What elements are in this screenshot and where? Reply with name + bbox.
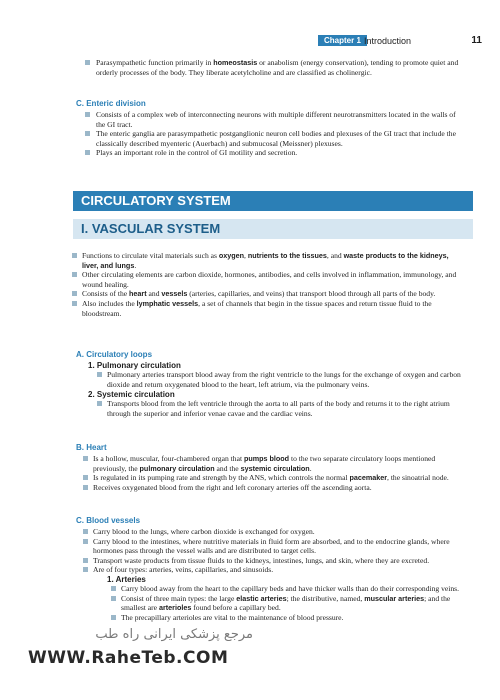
- highlight: pumps blood: [243, 454, 290, 463]
- bullet-item: [121, 584, 466, 594]
- circulatory-loops: [0, 350, 500, 418]
- text: Is a hollow, muscular, four-chambered organ that: [93, 454, 244, 463]
- page-header: [318, 35, 482, 49]
- highlight: nutrients to the tissues: [247, 251, 327, 260]
- text: Carry blood to the intestines, where nutritive materials in fluid form are absorbed, and to the endocrine glands, where hormones pass through the vessel walls and are distributed to target cells.: [93, 536, 450, 556]
- text: Carry blood to the lungs, where carbon dioxide is exchanged for oxygen.: [93, 527, 315, 536]
- bullet-square: [83, 539, 88, 544]
- text: Consists of a complex web of interconnecting neurons with multiple different neurotransmitters located in the walls of the GI tract.: [96, 110, 456, 129]
- bullet-item: [96, 148, 466, 158]
- subsection-banner: [73, 219, 473, 239]
- text: ; and the smallest are: [121, 593, 451, 613]
- bullet-item: [82, 270, 466, 289]
- parasympathetic-block: [0, 58, 500, 77]
- bullet-item: [96, 129, 466, 148]
- numbered-heading: 1. Arteries: [107, 574, 146, 584]
- bullet-square: [72, 291, 77, 296]
- bullet-item: [93, 565, 466, 575]
- bullet-item: [96, 58, 466, 77]
- text: Other circulating elements are carbon dioxide, hormones, antibodies, and cells involved in inflammation, immunology, and wound healing.: [82, 270, 457, 289]
- text: to the two separate circulatory loops mentioned previously, the: [93, 454, 436, 473]
- bullet-item: [121, 594, 466, 613]
- highlight: lymphatic vessels: [136, 298, 199, 308]
- bullet-item: [82, 251, 466, 270]
- bullet-square: [111, 615, 116, 620]
- bullet-item: [93, 537, 466, 556]
- text: .: [309, 463, 312, 473]
- vascular-bullets: [0, 251, 500, 318]
- text: Consists of the: [82, 289, 130, 299]
- text: Plays an important role in the control of GI motility and secretion.: [96, 148, 298, 158]
- bullet-square: [85, 150, 90, 155]
- text: Carry blood away from the heart to the capillary beds and have thicker walls than do their corresponding veins.: [121, 583, 460, 593]
- text: Consist of three main types: the large: [121, 593, 237, 603]
- text: Transports blood from the left ventricle through the aorta to all parts of the body and returns it to the right atrium through the superior and inferior venae cavae and the cardiac veins.: [107, 399, 450, 418]
- watermark-persian: مرجع پزشکی ایرانی راه طب: [95, 627, 253, 642]
- bullet-item: [96, 110, 466, 129]
- text: The precapillary arterioles are vital to the maintenance of blood pressure.: [121, 612, 344, 622]
- text: Functions to circulate vital materials such as: [82, 251, 219, 260]
- text: (arteries, capillaries, and veins) that transport blood through all parts of the body.: [187, 289, 436, 299]
- bullet-item: [93, 473, 466, 483]
- bullet-item: [93, 527, 466, 537]
- bullet-square: [85, 131, 90, 136]
- page-number: 11: [471, 35, 482, 46]
- numbered-heading: 2. Systemic circulation: [88, 390, 175, 400]
- text: Pulmonary arteries transport blood away from the right ventricle to the lungs for the exchange of oxygen and carbon dioxide and return oxygenated blood to the heart, left atrium, via the pulmonary veins.: [107, 370, 461, 389]
- bullet-item: [82, 299, 466, 318]
- text: found before a capillary bed.: [191, 603, 281, 613]
- text: Also includes the: [82, 298, 137, 308]
- section-banner: [73, 191, 473, 211]
- bullet-item: [82, 289, 466, 299]
- highlight: systemic circulation: [240, 463, 310, 473]
- bullet-square: [72, 253, 77, 258]
- bullet-item: [107, 370, 467, 389]
- bullet-square: [72, 272, 77, 277]
- subheading: C. Enteric division: [76, 99, 146, 108]
- highlight: muscular arteries: [364, 593, 425, 603]
- highlight: waste products to the kidneys, liver, and lungs: [82, 251, 449, 270]
- subheading: B. Heart: [76, 443, 107, 452]
- bullet-item: [107, 399, 467, 418]
- highlight: pulmonary circulation: [139, 463, 215, 473]
- bullet-square: [111, 586, 116, 591]
- text: and the: [214, 463, 241, 473]
- highlight: pacemaker: [349, 473, 388, 483]
- subheading: A. Circulatory loops: [76, 350, 153, 359]
- text: or anabolism (energy conservation), tending to promote quiet and orderly processes of the body. They liberate acetylcholine and are classified as cholinergic.: [96, 58, 459, 77]
- text: Parasympathetic function primarily in: [96, 58, 214, 67]
- bullet-item: [93, 556, 466, 566]
- bullet-square: [85, 112, 90, 117]
- watermark-site: WWW.RaheTeb.COM: [28, 648, 229, 668]
- heart-section: [0, 443, 500, 492]
- text: Transport waste products from tissue fluids to the kidneys, intestines, lungs, and skin, where they are excreted.: [93, 555, 430, 565]
- header-title: Introduction: [364, 36, 412, 46]
- subheading: C. Blood vessels: [76, 516, 141, 525]
- bullet-square: [72, 301, 77, 306]
- text: .: [134, 260, 137, 270]
- numbered-heading: 1. Pulmonary circulation: [88, 361, 181, 370]
- bullet-item: [93, 483, 466, 493]
- highlight: arterioles: [158, 603, 192, 613]
- blood-vessels-section: [0, 516, 500, 622]
- highlight: homeostasis: [213, 58, 258, 67]
- highlight: elastic arteries: [236, 593, 287, 603]
- bullet-item: [121, 613, 466, 623]
- text: ,: [244, 251, 248, 260]
- highlight: heart: [129, 289, 147, 299]
- bullet-square: [83, 475, 88, 480]
- bullet-square: [85, 60, 90, 65]
- bullet-square: [83, 567, 88, 572]
- chapter-tab: Chapter 1: [318, 35, 367, 46]
- text: , and: [326, 251, 344, 260]
- text: Is regulated in its pumping rate and strength by the ANS, which controls the normal: [93, 473, 350, 483]
- bullet-square: [83, 485, 88, 490]
- text: The enteric ganglia are parasympathetic postganglionic neuron cell bodies and plexuses of the GI tract that include the classically described myenteric (Auerbach) and submucosal (Meissner) plexuses.: [96, 129, 456, 148]
- text: Receives oxygenated blood from the right and left coronary arteries off the ascending aorta.: [93, 482, 372, 492]
- subsection-title: I. VASCULAR SYSTEM: [81, 221, 221, 236]
- section-title: CIRCULATORY SYSTEM: [81, 193, 231, 208]
- bullet-square: [83, 558, 88, 563]
- text: and: [146, 289, 162, 299]
- bullet-square: [111, 596, 116, 601]
- highlight: oxygen: [218, 251, 245, 260]
- highlight: vessels: [161, 289, 188, 299]
- bullet-item: [93, 454, 466, 473]
- text: Are of four types: arteries, veins, capillaries, and sinusoids.: [93, 565, 274, 575]
- bullet-square: [97, 372, 102, 377]
- enteric-division: [0, 99, 500, 158]
- bullet-square: [83, 529, 88, 534]
- text: , a set of channels that begin in the tissue spaces and return tissue fluid to the bloodstream.: [82, 298, 432, 318]
- text: , the sinoatrial node.: [387, 473, 449, 483]
- bullet-square: [97, 401, 102, 406]
- bullet-square: [83, 456, 88, 461]
- text: ; the distributive, named,: [286, 593, 365, 603]
